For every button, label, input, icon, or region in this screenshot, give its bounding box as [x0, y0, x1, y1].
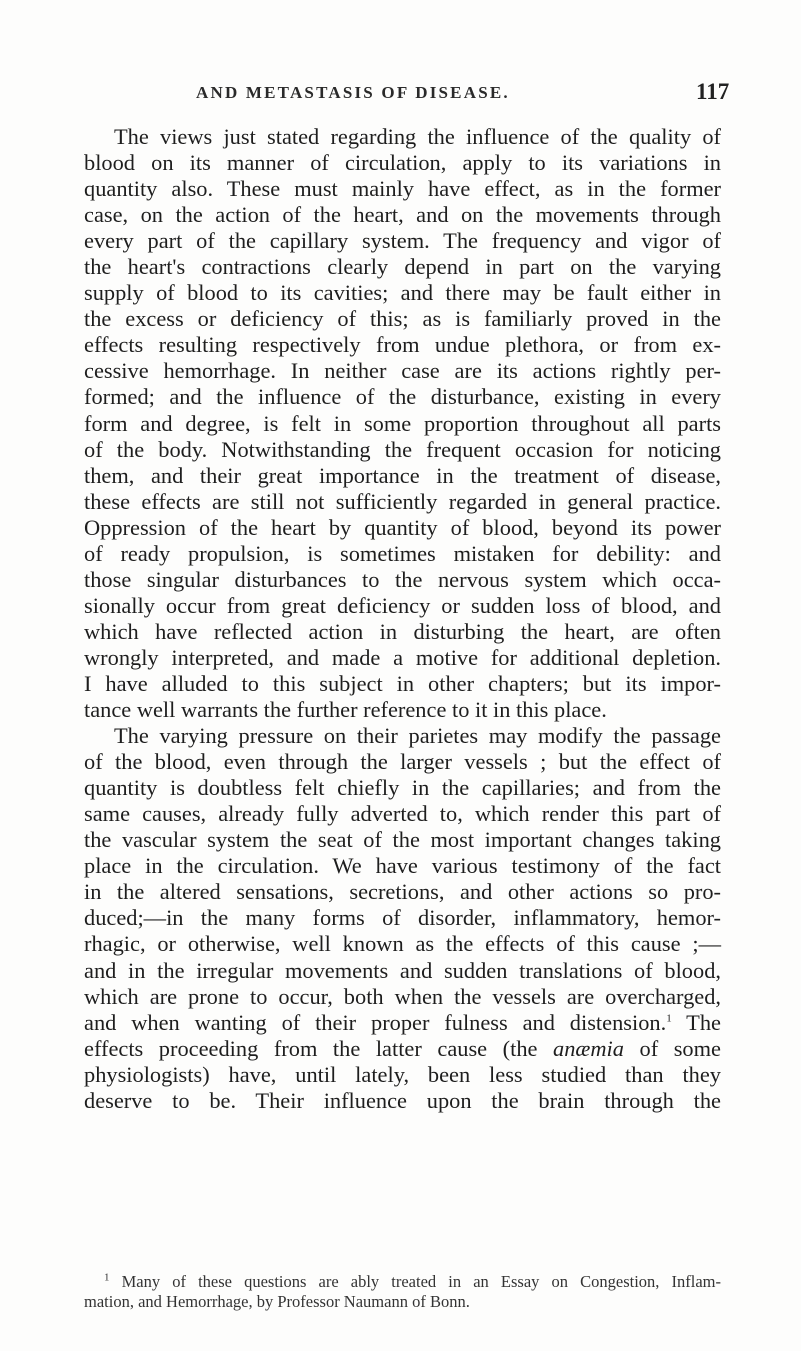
text-line: supply of blood to its cavities; and there may be fault either in: [84, 280, 721, 306]
text-line: which have reflected action in disturbing the heart, are often: [84, 618, 721, 644]
text-line: effects resulting respectively from undue plethora, or from ex-: [84, 332, 721, 358]
text-line: these effects are still not sufficiently regarded in general practice.: [84, 488, 721, 514]
text-line: duced;—in the many forms of disorder, inflammatory, hemor-: [84, 905, 721, 931]
text-segment: and when wanting of their proper fulness and distension.: [84, 1009, 667, 1035]
text-line: the excess or deficiency of this; as is familiarly proved in the: [84, 306, 721, 332]
text-line: and in the irregular movements and sudden translations of blood,: [84, 957, 721, 983]
text-line: of ready propulsion, is sometimes mistaken for debility: and: [84, 540, 721, 566]
footnote-text: Many of these questions are ably treated in an Essay on Congestion, Inflam-: [109, 1272, 721, 1291]
text-line: same causes, already fully adverted to, which render this part of: [84, 801, 721, 827]
text-line: of the body. Notwithstanding the frequent occasion for noticing: [84, 436, 721, 462]
text-line: those singular disturbances to the nervous system which occa-: [84, 566, 721, 592]
text-line: The views just stated regarding the influence of the quality of: [114, 124, 721, 149]
text-segment: of some: [623, 1035, 721, 1061]
text-line: of the blood, even through the larger vessels ; but the effect of: [84, 749, 721, 775]
text-line: quantity is doubtless felt chiefly in the capillaries; and from the: [84, 775, 721, 801]
page-number: 117: [696, 79, 730, 104]
text-line: [84, 1036, 721, 1062]
text-line: place in the circulation. We have various testimony of the fact: [84, 853, 721, 879]
text-line: Oppression of the heart by quantity of blood, beyond its power: [84, 514, 721, 540]
text-line: quantity also. These must mainly have effect, as in the former: [84, 176, 721, 202]
text-line: deserve to be. Their influence upon the brain through the: [84, 1087, 721, 1113]
footnote-mark: 1: [104, 1271, 110, 1284]
text-line: [84, 1010, 721, 1036]
text-line: which are prone to occur, both when the vessels are overcharged,: [84, 983, 721, 1009]
text-line: blood on its manner of circulation, apply to its variations in: [84, 150, 721, 176]
footnote-line: mation, and Hemorrhage, by Professor Naumann of Bonn.: [84, 1292, 470, 1311]
text-segment: effects proceeding from the latter cause (the: [84, 1035, 538, 1061]
text-line: every part of the capillary system. The frequency and vigor of: [84, 228, 721, 254]
text-line: form and degree, is felt in some proportion throughout all parts: [84, 410, 721, 436]
text-line: The varying pressure on their parietes may modify the passage: [114, 723, 721, 749]
text-line: sionally occur from great deficiency or sudden loss of blood, and: [84, 592, 721, 618]
running-head: AND METASTASIS OF DISEASE.: [196, 83, 510, 102]
text-line: them, and their great importance in the treatment of disease,: [84, 462, 721, 488]
text-line: physiologists) have, until lately, been less studied than they: [84, 1061, 721, 1087]
text-line: rhagic, or otherwise, well known as the effects of this cause ;—: [84, 931, 721, 957]
footnotes: [84, 1272, 721, 1312]
italic-term: anæmia: [553, 1035, 624, 1061]
text-line: formed; and the influence of the disturbance, existing in every: [84, 384, 721, 410]
text-line: tance well warrants the further reference to it in this place.: [84, 697, 607, 723]
text-segment: The: [671, 1009, 721, 1035]
text-line: wrongly interpreted, and made a motive for additional depletion.: [84, 644, 721, 670]
footnote-reference: 1: [666, 1012, 672, 1025]
text-line: in the altered sensations, secretions, and other actions so pro-: [84, 879, 721, 905]
text-line: case, on the action of the heart, and on the movements through: [84, 202, 721, 228]
text-line: cessive hemorrhage. In neither case are its actions rightly per-: [84, 358, 721, 384]
text-line: I have alluded to this subject in other chapters; but its impor-: [84, 670, 721, 696]
body-text: [84, 124, 721, 1114]
text-line: the heart's contractions clearly depend in part on the varying: [84, 254, 721, 280]
footnote-line: [84, 1272, 721, 1292]
text-line: the vascular system the seat of the most important changes taking: [84, 827, 721, 853]
